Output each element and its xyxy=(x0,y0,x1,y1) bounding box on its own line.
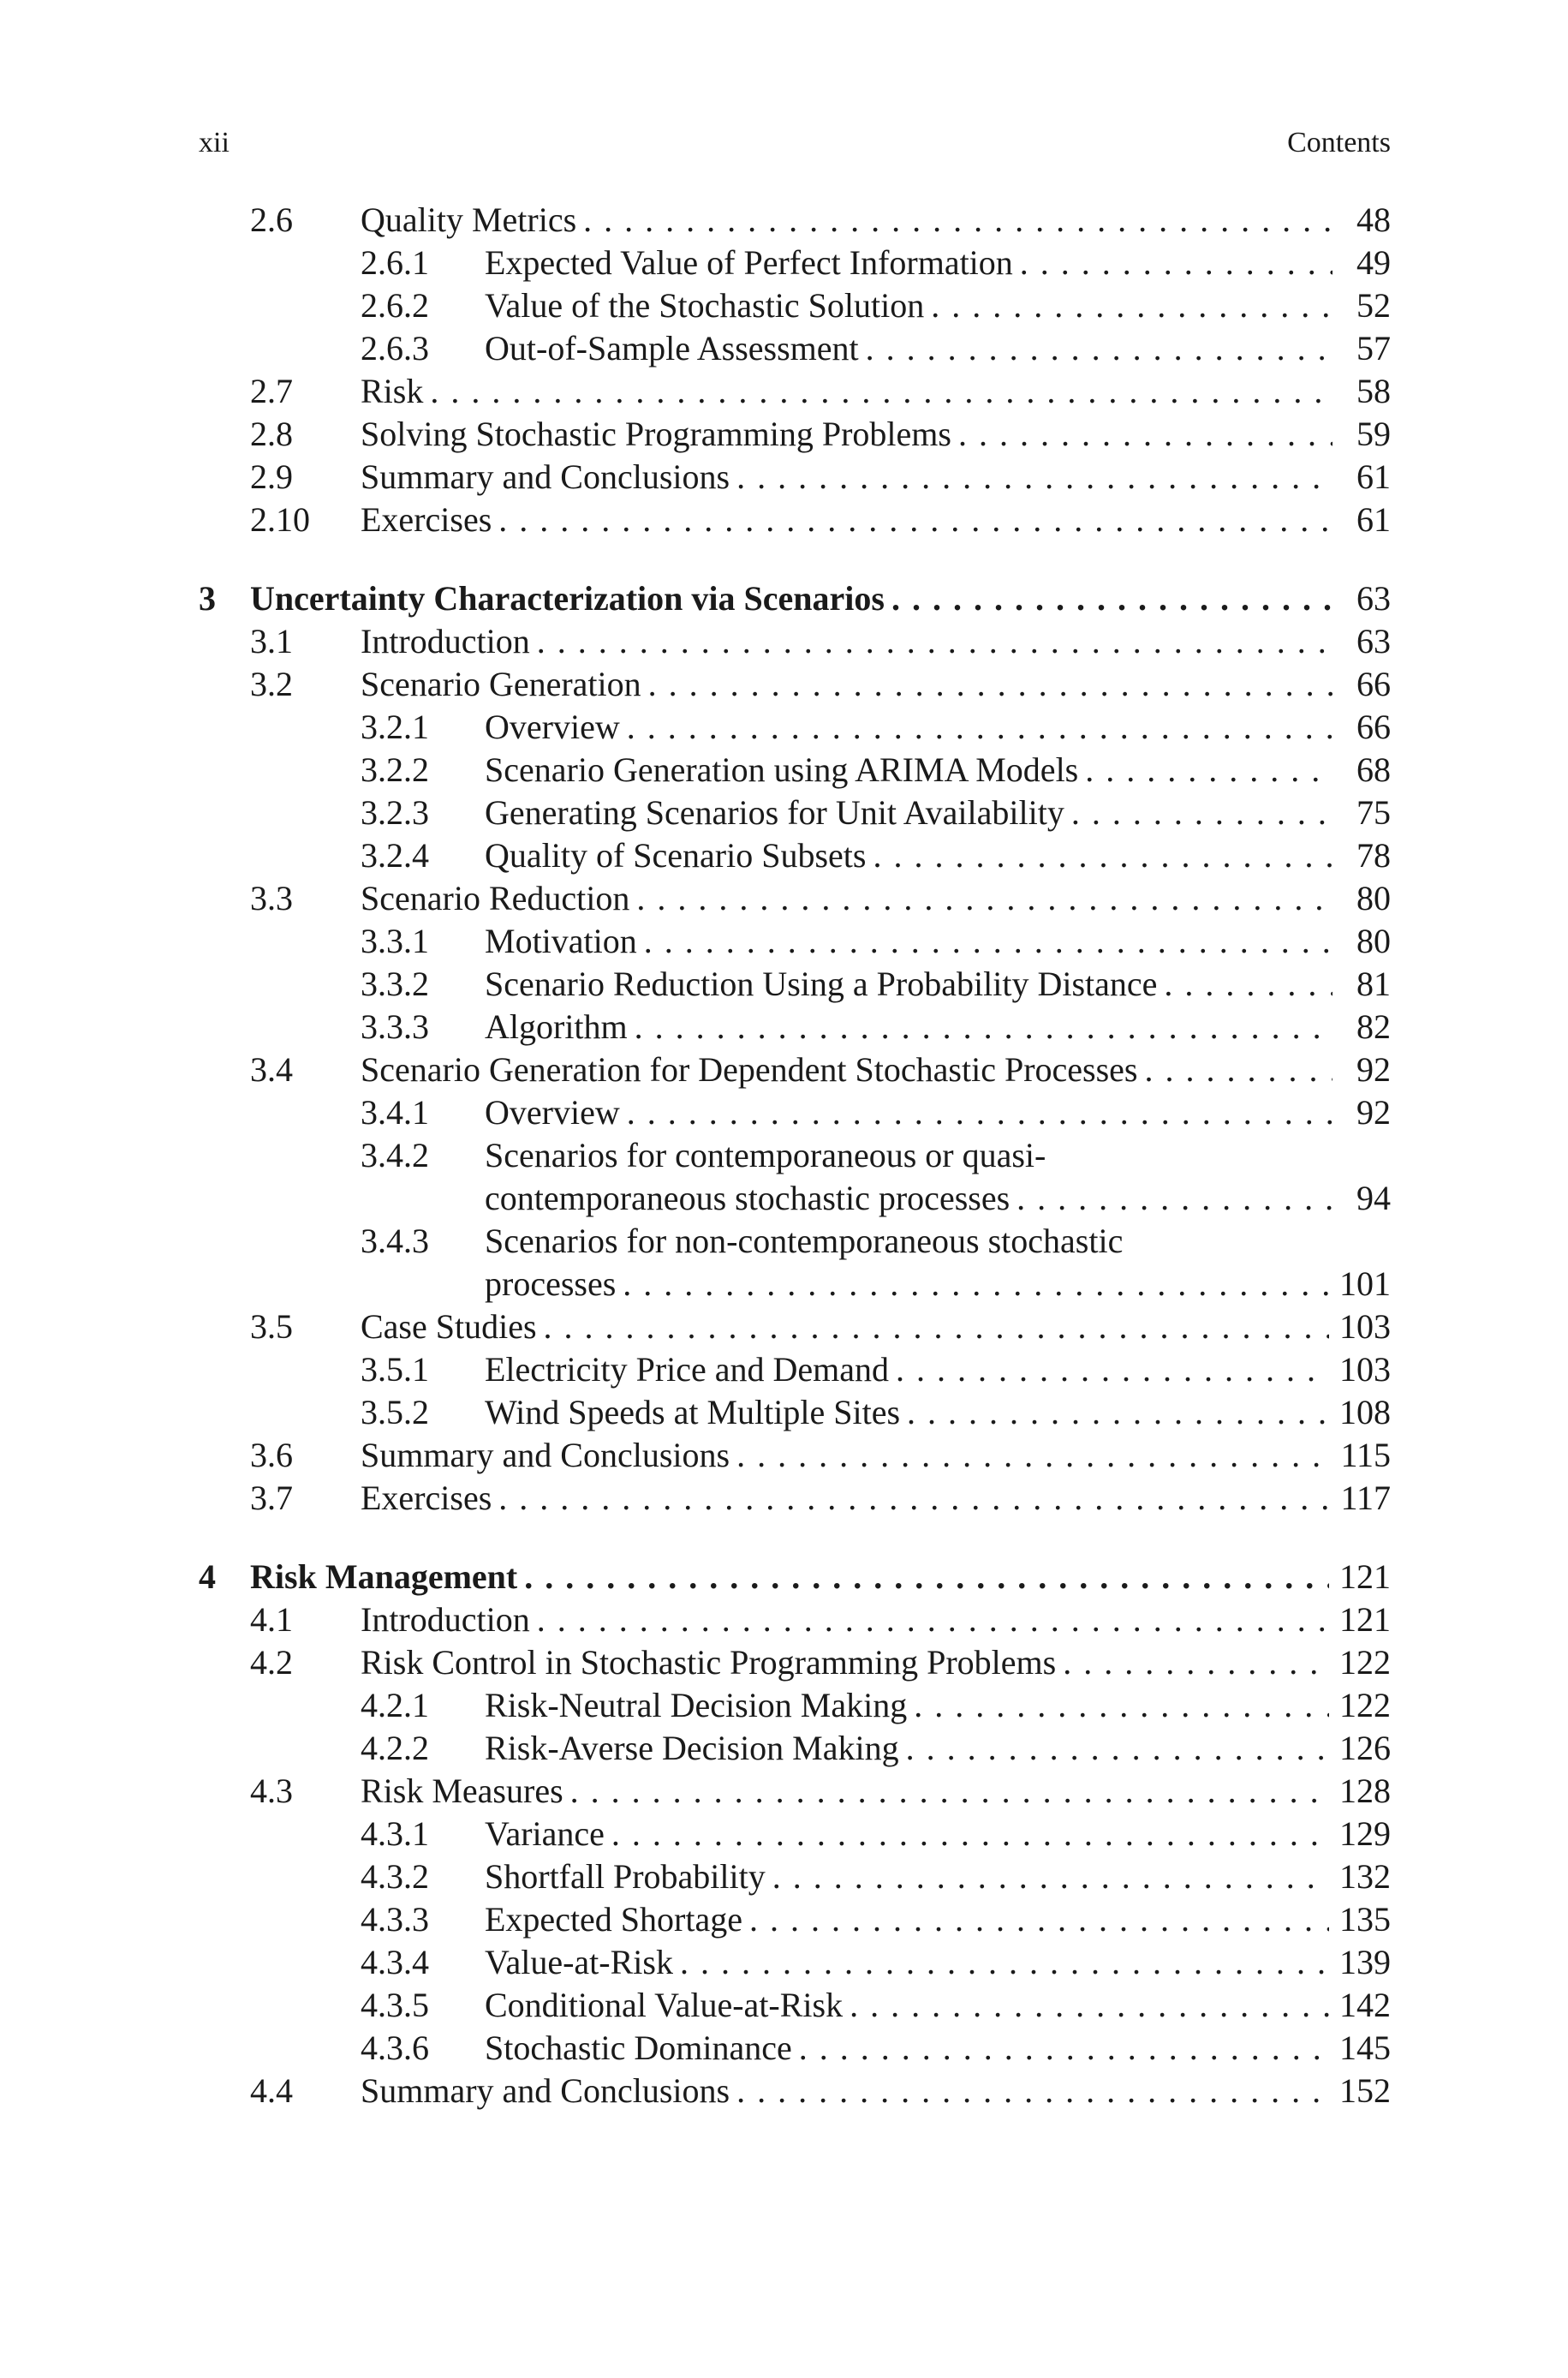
toc-entry-continuation[interactable] xyxy=(199,1263,1391,1306)
toc-entry-title: Quality Metrics xyxy=(361,200,577,239)
toc-chapter-entry[interactable] xyxy=(199,1556,1391,1598)
toc-dot-leader xyxy=(498,499,1333,541)
toc-entry-number: 3.4.2 xyxy=(361,1136,429,1174)
toc-entry[interactable] xyxy=(199,1770,1391,1813)
toc-entry-title: Wind Speeds at Multiple Sites xyxy=(485,1393,901,1431)
toc-dot-leader xyxy=(1071,792,1333,834)
toc-entry-page: 81 xyxy=(1356,965,1391,1003)
toc-entry-title: Conditional Value-at-Risk xyxy=(485,1986,844,2024)
toc-entry[interactable] xyxy=(199,920,1391,963)
toc-entry-number: 4.4 xyxy=(250,2071,293,2110)
toc-dot-leader xyxy=(850,1984,1329,2027)
toc-entry-title: Introduction xyxy=(361,622,530,660)
toc-entry-number: 2.6.1 xyxy=(361,243,429,282)
toc-dot-leader xyxy=(891,577,1333,620)
toc-entry-title: Scenarios for non-contemporaneous stochastic xyxy=(485,1222,1124,1260)
toc-entry-page: 121 xyxy=(1339,1600,1391,1639)
toc-entry-page: 49 xyxy=(1356,243,1391,282)
toc-entry-title: Out-of-Sample Assessment xyxy=(485,329,859,367)
toc-entry-title: Risk Measures xyxy=(361,1772,563,1810)
toc-entry-title: Motivation xyxy=(485,922,637,960)
toc-dot-leader xyxy=(636,877,1333,920)
toc-entry-page: 129 xyxy=(1339,1814,1391,1853)
toc-entry[interactable] xyxy=(199,663,1391,706)
toc-dot-leader xyxy=(635,1006,1333,1049)
toc-entry[interactable] xyxy=(199,1898,1391,1941)
toc-entry[interactable] xyxy=(199,877,1391,920)
toc-dot-leader xyxy=(873,834,1333,877)
toc-entry[interactable] xyxy=(199,1006,1391,1049)
toc-entry[interactable] xyxy=(199,1684,1391,1727)
toc-entry-page: 66 xyxy=(1356,708,1391,746)
toc-entry-title: Expected Value of Perfect Information xyxy=(485,243,1013,282)
toc-dot-leader xyxy=(1085,749,1333,792)
toc-dot-leader xyxy=(749,1898,1329,1941)
toc-entry-number: 4.2 xyxy=(250,1643,293,1682)
toc-entry-title: Risk-Averse Decision Making xyxy=(485,1729,899,1767)
toc-dot-leader xyxy=(931,284,1333,327)
toc-entry-title: Stochastic Dominance xyxy=(485,2028,792,2067)
toc-entry-title: Overview xyxy=(485,708,620,746)
toc-entry-page: 122 xyxy=(1339,1643,1391,1682)
running-header xyxy=(199,122,1391,164)
toc-entry-page: 101 xyxy=(1339,1264,1391,1303)
toc-entry-page: 122 xyxy=(1339,1686,1391,1724)
toc-entry-title: Summary and Conclusions xyxy=(361,2071,730,2110)
toc-entry-number: 3 xyxy=(199,579,216,618)
toc-entry[interactable] xyxy=(199,199,1391,242)
toc-entry-number: 3.4.1 xyxy=(361,1093,429,1132)
toc-entry-number: 4 xyxy=(199,1557,216,1596)
toc-dot-leader xyxy=(906,1727,1329,1770)
toc-entry-page: 48 xyxy=(1356,200,1391,239)
toc-entry-page: 145 xyxy=(1339,2028,1391,2067)
toc-entry-title: Shortfall Probability xyxy=(485,1857,766,1896)
toc-entry-number: 3.3 xyxy=(250,879,293,917)
toc-entry-number: 3.2.2 xyxy=(361,750,429,789)
toc-dot-leader xyxy=(736,1434,1330,1477)
toc-entry-page: 108 xyxy=(1339,1393,1391,1431)
toc-entry[interactable] xyxy=(199,1049,1391,1091)
toc-entry-number: 4.3.3 xyxy=(361,1900,429,1939)
toc-entry-title: Scenario Generation xyxy=(361,665,641,703)
toc-entry-number: 3.3.3 xyxy=(361,1007,429,1046)
toc-entry-page: 63 xyxy=(1356,622,1391,660)
toc-entry-title: Electricity Price and Demand xyxy=(485,1350,890,1389)
toc-entry-page: 126 xyxy=(1339,1729,1391,1767)
toc-dot-leader xyxy=(644,920,1333,963)
toc-entry[interactable] xyxy=(199,1813,1391,1855)
toc-entry-number: 4.2.2 xyxy=(361,1729,429,1767)
toc-entry[interactable] xyxy=(199,792,1391,834)
toc-entry-title: Variance xyxy=(485,1814,605,1853)
toc-dot-leader xyxy=(570,1770,1329,1813)
toc-entry-number: 4.3.1 xyxy=(361,1814,429,1853)
toc-entry[interactable] xyxy=(199,1220,1391,1263)
toc-entry-number: 4.2.1 xyxy=(361,1686,429,1724)
toc-entry-number: 3.4 xyxy=(250,1050,293,1089)
toc-entry-page: 75 xyxy=(1356,793,1391,832)
toc-entry-number: 2.7 xyxy=(250,372,293,410)
toc-dot-leader xyxy=(736,456,1333,499)
toc-entry-number: 3.6 xyxy=(250,1436,293,1474)
toc-entry-number: 4.3.5 xyxy=(361,1986,429,2024)
toc-entry-title: Summary and Conclusions xyxy=(361,1436,730,1474)
toc-dot-leader xyxy=(1017,1177,1333,1220)
toc-entry-title: Risk xyxy=(361,372,424,410)
toc-entry-page: 117 xyxy=(1340,1479,1391,1517)
toc-entry[interactable] xyxy=(199,1391,1391,1434)
toc-entry-title-continued: processes xyxy=(485,1264,617,1303)
toc-entry-page: 58 xyxy=(1356,372,1391,410)
toc-entry[interactable] xyxy=(199,1134,1391,1177)
toc-dot-leader xyxy=(627,706,1333,749)
toc-entry-number: 4.3.2 xyxy=(361,1857,429,1896)
toc-entry[interactable] xyxy=(199,1091,1391,1134)
toc-entry-number: 4.3.6 xyxy=(361,2028,429,2067)
toc-entry[interactable] xyxy=(199,2027,1391,2070)
toc-entry-page: 63 xyxy=(1356,579,1391,618)
toc-dot-leader xyxy=(544,1306,1329,1348)
toc-dot-leader xyxy=(896,1348,1329,1391)
toc-entry-title-continued: contemporaneous stochastic processes xyxy=(485,1179,1011,1217)
toc-dot-leader xyxy=(1164,963,1333,1006)
toc-entry[interactable] xyxy=(199,1941,1391,1984)
toc-entry-page: 128 xyxy=(1339,1772,1391,1810)
toc-entry-title: Summary and Conclusions xyxy=(361,457,730,496)
toc-entry-number: 3.2.3 xyxy=(361,793,429,832)
toc-entry-title: Scenario Reduction xyxy=(361,879,630,917)
toc-entry-page: 82 xyxy=(1356,1007,1391,1046)
toc-entry[interactable] xyxy=(199,242,1391,284)
toc-entry[interactable] xyxy=(199,456,1391,499)
toc-entry-page: 78 xyxy=(1356,836,1391,875)
toc-entry-title: Exercises xyxy=(361,500,492,539)
toc-dot-leader xyxy=(736,2070,1329,2112)
toc-entry-number: 4.1 xyxy=(250,1600,293,1639)
toc-entry-number: 3.5.1 xyxy=(361,1350,429,1389)
toc-dot-leader xyxy=(611,1813,1329,1855)
toc-entry-page: 115 xyxy=(1340,1436,1391,1474)
toc-dot-leader xyxy=(772,1855,1329,1898)
toc-dot-leader xyxy=(958,413,1333,456)
toc-entry-title: Scenario Generation for Dependent Stochastic Processes xyxy=(361,1050,1138,1089)
toc-entry[interactable] xyxy=(199,706,1391,749)
toc-entry-title: Exercises xyxy=(361,1479,492,1517)
toc-entry[interactable] xyxy=(199,1598,1391,1641)
toc-dot-leader xyxy=(498,1477,1330,1520)
toc-entry-page: 61 xyxy=(1356,457,1391,496)
toc-entry-page: 66 xyxy=(1356,665,1391,703)
toc-entry-number: 3.2.1 xyxy=(361,708,429,746)
toc-entry[interactable] xyxy=(199,1984,1391,2027)
toc-entry-page: 80 xyxy=(1356,922,1391,960)
toc-dot-leader xyxy=(680,1941,1329,1984)
toc-entry-title: Uncertainty Characterization via Scenarios xyxy=(250,579,885,618)
toc-entry-title: Generating Scenarios for Unit Availability xyxy=(485,793,1064,832)
toc-entry-continuation[interactable] xyxy=(199,1177,1391,1220)
toc-entry-number: 3.5.2 xyxy=(361,1393,429,1431)
toc-dot-leader xyxy=(627,1091,1333,1134)
toc-entry-page: 61 xyxy=(1356,500,1391,539)
toc-chapter-entry[interactable] xyxy=(199,577,1391,620)
toc-entry-page: 68 xyxy=(1356,750,1391,789)
toc-entry-number: 4.3.4 xyxy=(361,1943,429,1981)
toc-entry-page: 92 xyxy=(1356,1093,1391,1132)
toc-entry-page: 139 xyxy=(1339,1943,1391,1981)
toc-entry-title: Case Studies xyxy=(361,1307,537,1346)
toc-dot-leader xyxy=(537,1598,1329,1641)
toc-entry-page: 103 xyxy=(1339,1350,1391,1389)
toc-entry-number: 2.6.2 xyxy=(361,286,429,325)
toc-entry[interactable] xyxy=(199,1348,1391,1391)
toc-dot-leader xyxy=(430,370,1333,413)
toc-entry-title: Scenario Generation using ARIMA Models xyxy=(485,750,1079,789)
toc-entry-title: Value-at-Risk xyxy=(485,1943,673,1981)
toc-entry-page: 103 xyxy=(1339,1307,1391,1346)
toc-entry-number: 3.1 xyxy=(250,622,293,660)
toc-entry-page: 121 xyxy=(1339,1557,1391,1596)
toc-entry[interactable] xyxy=(199,1727,1391,1770)
toc-entry-title: Scenario Reduction Using a Probability Distance xyxy=(485,965,1158,1003)
toc-entry-page: 132 xyxy=(1339,1857,1391,1896)
toc-entry-number: 2.9 xyxy=(250,457,293,496)
toc-entry-number: 3.3.1 xyxy=(361,922,429,960)
toc-entry-title: Quality of Scenario Subsets xyxy=(485,836,867,875)
toc-entry[interactable] xyxy=(199,1641,1391,1684)
toc-entry-page: 94 xyxy=(1356,1179,1391,1217)
header-running-title: Contents xyxy=(1287,127,1391,158)
toc-entry[interactable] xyxy=(199,749,1391,792)
toc-entry-page: 57 xyxy=(1356,329,1391,367)
toc-dot-leader xyxy=(623,1263,1329,1306)
toc-entry[interactable] xyxy=(199,1855,1391,1898)
toc-entry-title: Algorithm xyxy=(485,1007,628,1046)
toc-entry[interactable] xyxy=(199,327,1391,370)
toc-dot-leader xyxy=(648,663,1333,706)
header-page-number: xii xyxy=(199,127,230,158)
toc-entry-title: Introduction xyxy=(361,1600,530,1639)
toc-dot-leader xyxy=(1144,1049,1333,1091)
toc-entry-page: 152 xyxy=(1339,2071,1391,2110)
toc-entry-page: 80 xyxy=(1356,879,1391,917)
toc-entry-title: Scenarios for contemporaneous or quasi- xyxy=(485,1136,1046,1174)
toc-dot-leader xyxy=(537,620,1333,663)
toc-entry-title: Solving Stochastic Programming Problems xyxy=(361,415,951,453)
toc-entry-number: 4.3 xyxy=(250,1772,293,1810)
toc-entry[interactable] xyxy=(199,284,1391,327)
toc-entry-title: Value of the Stochastic Solution xyxy=(485,286,925,325)
toc-entry-title: Risk-Neutral Decision Making xyxy=(485,1686,908,1724)
table-of-contents xyxy=(199,199,1391,2112)
toc-entry-number: 2.8 xyxy=(250,415,293,453)
toc-entry[interactable] xyxy=(199,370,1391,413)
toc-dot-leader xyxy=(866,327,1333,370)
toc-dot-leader xyxy=(524,1556,1329,1598)
toc-entry[interactable] xyxy=(199,963,1391,1006)
toc-entry-title: Risk Control in Stochastic Programming Problems xyxy=(361,1643,1057,1682)
toc-dot-leader xyxy=(914,1684,1329,1727)
toc-entry-page: 92 xyxy=(1356,1050,1391,1089)
toc-entry[interactable] xyxy=(199,1477,1391,1520)
toc-dot-leader xyxy=(907,1391,1329,1434)
toc-entry-number: 3.7 xyxy=(250,1479,293,1517)
toc-entry-title: Overview xyxy=(485,1093,620,1132)
toc-entry-number: 3.4.3 xyxy=(361,1222,429,1260)
toc-entry-page: 135 xyxy=(1339,1900,1391,1939)
toc-entry-number: 3.2 xyxy=(250,665,293,703)
toc-entry-number: 3.3.2 xyxy=(361,965,429,1003)
toc-entry-title: Risk Management xyxy=(250,1557,518,1596)
toc-entry[interactable] xyxy=(199,1434,1391,1477)
toc-entry-number: 2.10 xyxy=(250,500,310,539)
toc-entry[interactable] xyxy=(199,499,1391,541)
toc-dot-leader xyxy=(1020,242,1333,284)
toc-entry-page: 52 xyxy=(1356,286,1391,325)
toc-entry[interactable] xyxy=(199,2070,1391,2112)
toc-entry-number: 3.5 xyxy=(250,1307,293,1346)
toc-entry-page: 142 xyxy=(1339,1986,1391,2024)
toc-entry[interactable] xyxy=(199,620,1391,663)
toc-entry[interactable] xyxy=(199,1306,1391,1348)
toc-entry-number: 3.2.4 xyxy=(361,836,429,875)
toc-dot-leader xyxy=(1063,1641,1329,1684)
toc-dot-leader xyxy=(799,2027,1329,2070)
toc-dot-leader xyxy=(583,199,1333,242)
toc-entry-page: 59 xyxy=(1356,415,1391,453)
toc-entry[interactable] xyxy=(199,834,1391,877)
toc-entry-title: Expected Shortage xyxy=(485,1900,742,1939)
toc-entry-number: 2.6.3 xyxy=(361,329,429,367)
toc-entry-number: 2.6 xyxy=(250,200,293,239)
toc-entry[interactable] xyxy=(199,413,1391,456)
